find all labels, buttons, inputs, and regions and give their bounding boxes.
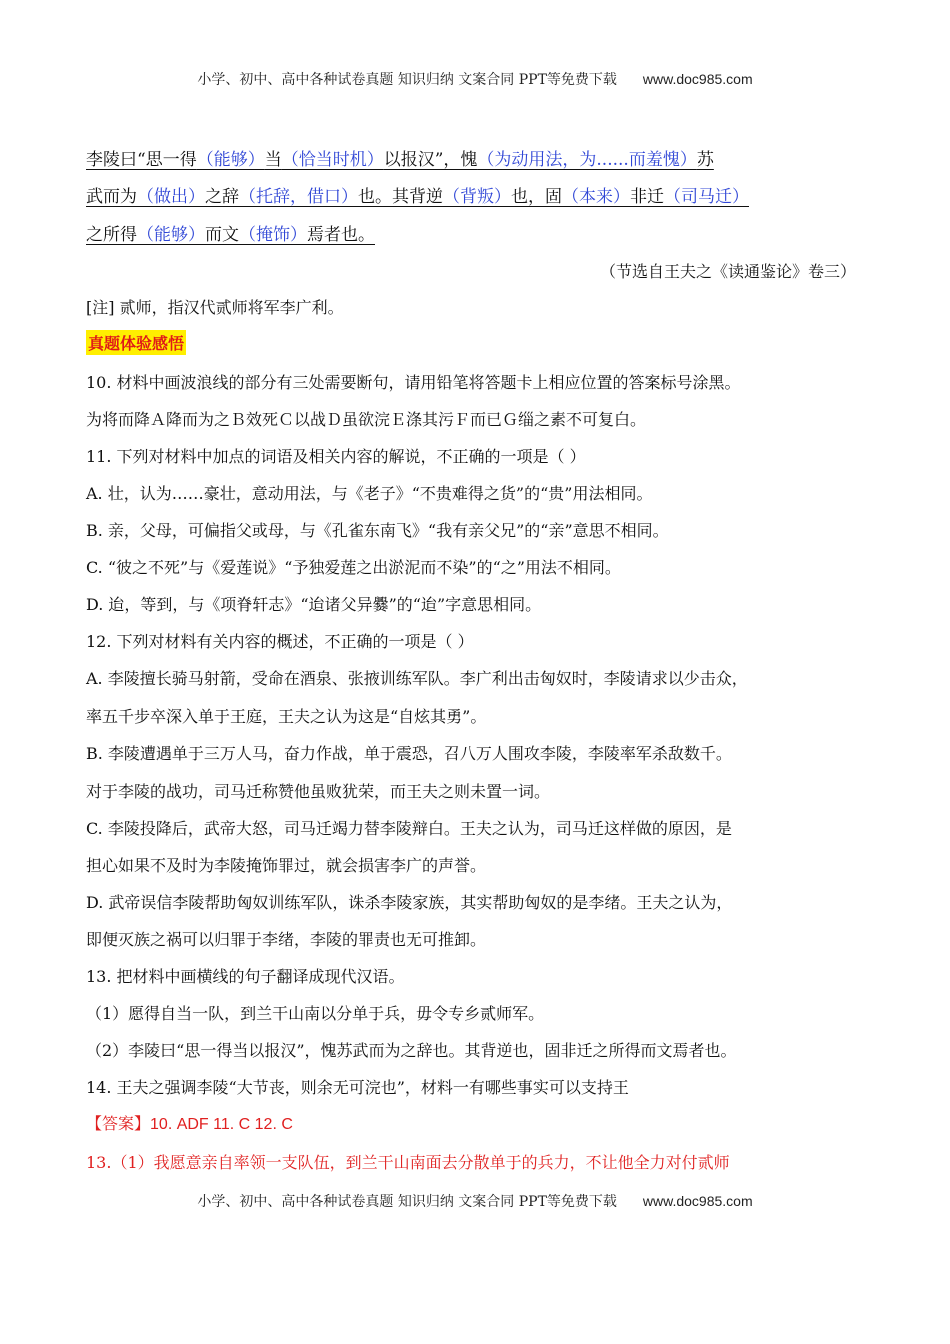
answer-label: 【答案】 (86, 1114, 151, 1133)
q14-stem: 14. 王夫之强调李陵“大节丧，则余无可浣也”，材料一有哪些事实可以支持王 (86, 1078, 629, 1097)
page-header (0, 69, 950, 89)
passage-note: [注] 贰师，指汉代贰师将军李广利。 (86, 298, 344, 317)
q11-stem: 11. 下列对材料中加点的词语及相关内容的解说，不正确的一项是（ ） (86, 447, 586, 466)
answer-text: 10. ADF 11. C 12. C (150, 1116, 293, 1133)
passage-line-3: 之所得（能够）而文（掩饰）焉者也。 (86, 225, 375, 245)
answer-13: 13.（1）我愿意亲自率领一支队伍，到兰干山南面去分散单于的兵力，不让他全力对付贰师 (86, 1153, 730, 1172)
q12-option-b-line2: 对于李陵的战功，司马迁称赞他虽败犹荣，而王夫之则未置一词。 (86, 782, 551, 801)
q13-sentence-2: （2）李陵曰“思一得当以报汉”，愧苏武而为之辞也。其背逆也，固非迁之所得而文焉者也。 (86, 1041, 737, 1060)
q11-option-c: C. “彼之不死”与《爱莲说》“予独爱莲之出淤泥而不染”的“之”用法不相同。 (86, 558, 621, 577)
q13-stem: 13. 把材料中画横线的句子翻译成现代汉语。 (86, 967, 405, 986)
q12-option-d-line1: D. 武帝误信李陵帮助匈奴训练军队，诛杀李陵家族，其实帮助匈奴的是李绪。王夫之认为， (86, 893, 733, 912)
footer-url[interactable]: www.doc985.com (642, 1193, 753, 1209)
passage-source: （节选自王夫之《读通鉴论》卷三） (599, 262, 856, 281)
section-badge: 真题体验感悟 (86, 330, 186, 355)
passage-line-1: 李陵曰“思一得（能够）当（恰当时机）以报汉”，愧（为动用法，为......而羞愧）苏 (86, 150, 714, 170)
page-footer (0, 1191, 950, 1211)
q12-option-c-line1: C. 李陵投降后，武帝大怒，司马迁竭力替李陵辩白。王夫之认为，司马迁这样做的原因，是 (86, 819, 732, 838)
footer-text: 小学、初中、高中各种试卷真题 知识归纳 文案合同 PPT等免费下载 (197, 1194, 617, 1210)
q12-option-d-line2: 即便灭族之祸可以归罪于李绪，李陵的罪责也无可推卸。 (86, 930, 487, 949)
q12-option-b-line1: B. 李陵遭遇单于三万人马，奋力作战，单于震恐，召八万人围攻李陵，李陵率军杀敌数千。 (86, 744, 732, 763)
answer-line (86, 1111, 293, 1134)
q12-stem: 12. 下列对材料有关内容的概述，不正确的一项是（ ） (86, 632, 474, 651)
q10-text: 为将而降Ａ降而为之Ｂ效死Ｃ以战Ｄ虽欲浣Ｅ涤其污Ｆ而已Ｇ缁之素不可复白。 (86, 410, 647, 429)
q11-option-d: D. 迨，等到，与《项脊轩志》“迨诸父异爨”的“迨”字意思相同。 (86, 595, 542, 614)
q11-option-b: B. 亲，父母，可偏指父或母，与《孔雀东南飞》“我有亲父兄”的“亲”意思不相同。 (86, 521, 669, 540)
header-url[interactable]: www.doc985.com (642, 71, 753, 87)
q12-option-c-line2: 担心如果不及时为李陵掩饰罪过，就会损害李广的声誉。 (86, 856, 487, 875)
q11-option-a: A. 壮，认为……豪壮，意动用法，与《老子》“不贵难得之货”的“贵”用法相同。 (86, 484, 653, 503)
q12-option-a-line2: 率五千步卒深入单于王庭，王夫之认为这是“自炫其勇”。 (86, 707, 487, 726)
q10-stem: 10. 材料中画波浪线的部分有三处需要断句，请用铅笔将答题卡上相应位置的答案标号涂黑。 (86, 373, 741, 392)
q12-option-a-line1: A. 李陵擅长骑马射箭，受命在酒泉、张掖训练军队。李广利出击匈奴时，李陵请求以少击众， (86, 669, 748, 688)
header-text: 小学、初中、高中各种试卷真题 知识归纳 文案合同 PPT等免费下载 (197, 72, 617, 88)
passage-line-2: 武而为（做出）之辞（托辞，借口）也。其背逆（背叛）也，固（本来）非迁（司马迁） (86, 187, 749, 207)
q13-sentence-1: （1）愿得自当一队，到兰干山南以分单于兵，毋令专乡贰师军。 (86, 1004, 545, 1023)
